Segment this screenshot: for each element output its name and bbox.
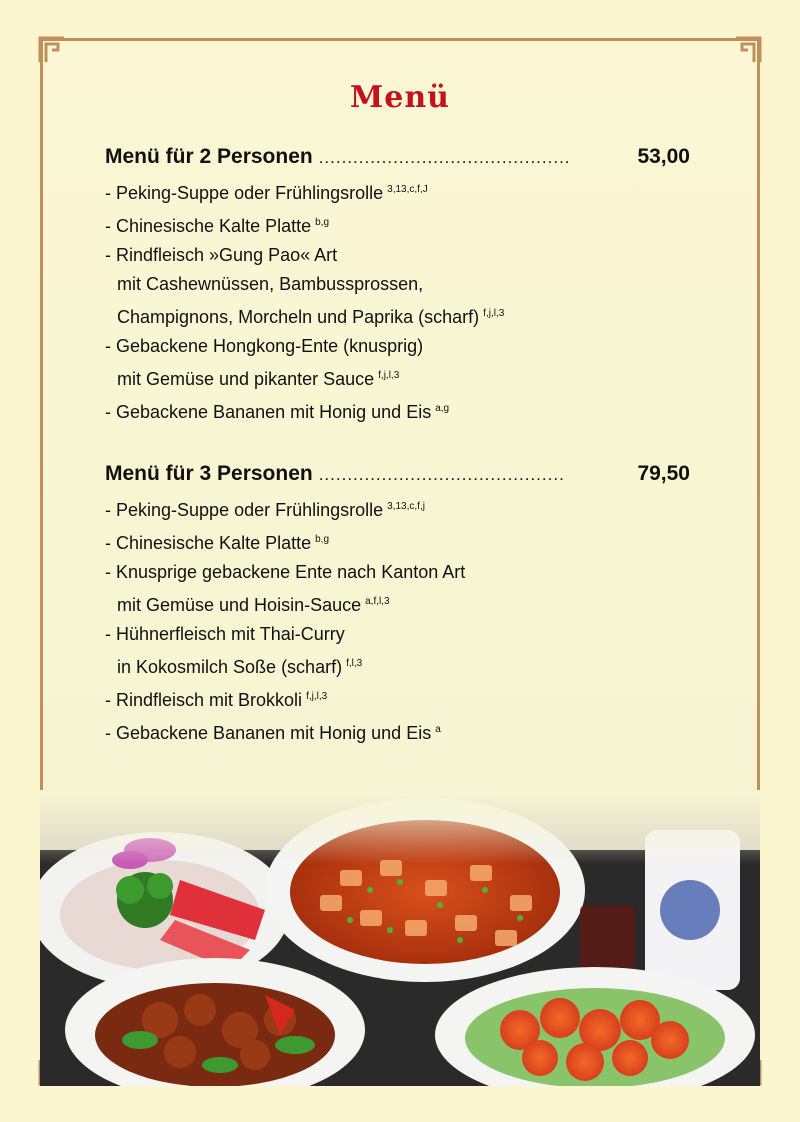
menu-line: - Chinesische Kalte Platte $^{b,g}$	[105, 216, 330, 236]
corner-ornament-icon	[37, 35, 67, 65]
menu-line: - Peking-Suppe oder Frühlingsrolle $^{3,13,c,f,j}$	[105, 500, 425, 520]
dot-leader: ............................................	[318, 148, 571, 167]
allergen-code: b,g	[315, 534, 330, 545]
menu-line: in Kokosmilch Soße (scharf) $^{f,l,3}$	[117, 657, 363, 677]
menu-line: - Rindfleisch mit Brokkoli $^{f,j,l,3}$	[105, 690, 328, 710]
allergen-code: 3,13,c,f,j	[387, 501, 425, 512]
menu-line: - Hühnerfleisch mit Thai-Curry	[105, 624, 345, 644]
menu-section	[105, 462, 690, 748]
allergen-code: b,g	[315, 217, 330, 228]
menu-price: 79,50	[637, 462, 690, 485]
page-title: Menü	[350, 80, 450, 115]
menu-section	[105, 145, 690, 427]
corner-ornament-icon	[733, 35, 763, 65]
menu-line: - Gebackene Bananen mit Honig und Eis $^a$	[105, 723, 441, 743]
menu-line: Champignons, Morcheln und Paprika (scharf) $^{f,j,l,3}$	[117, 307, 505, 327]
allergen-code: 3,13,c,f,J	[387, 184, 428, 195]
menu-header	[105, 462, 690, 492]
menu-line: mit Gemüse und Hoisin-Sauce $^{a,f,l,3}$	[117, 595, 390, 615]
menu-price: 53,00	[637, 145, 690, 168]
allergen-code: a,f,l,3	[365, 596, 390, 607]
menu-line: - Chinesische Kalte Platte $^{b,g}$	[105, 533, 330, 553]
menu-line: - Peking-Suppe oder Frühlingsrolle $^{3,13,c,f,J}$	[105, 183, 428, 203]
allergen-code: f,j,l,3	[306, 691, 328, 702]
menu-line: mit Cashewnüssen, Bambussprossen,	[117, 274, 424, 294]
menu-line: - Knusprige gebackene Ente nach Kanton Art	[105, 562, 466, 582]
menu-header	[105, 145, 690, 175]
menu-line: - Gebackene Hongkong-Ente (knusprig)	[105, 336, 424, 356]
allergen-code: f,j,l,3	[483, 308, 505, 319]
allergen-code: f,l,3	[346, 658, 363, 669]
menu-name: Menü für 3 Personen	[105, 462, 313, 485]
menu-line: mit Gemüse und pikanter Sauce $^{f,j,l,3}$	[117, 369, 400, 389]
menu-line: - Gebackene Bananen mit Honig und Eis $^{a,g}$	[105, 402, 450, 422]
allergen-code: a,g	[435, 403, 450, 414]
dot-leader: ...........................................	[318, 465, 565, 484]
food-photo	[40, 790, 760, 1086]
menu-line: - Rindfleisch »Gung Pao« Art	[105, 245, 338, 265]
menu-name: Menü für 2 Personen	[105, 145, 313, 168]
allergen-code: f,j,l,3	[378, 370, 400, 381]
allergen-code: a	[435, 724, 441, 735]
